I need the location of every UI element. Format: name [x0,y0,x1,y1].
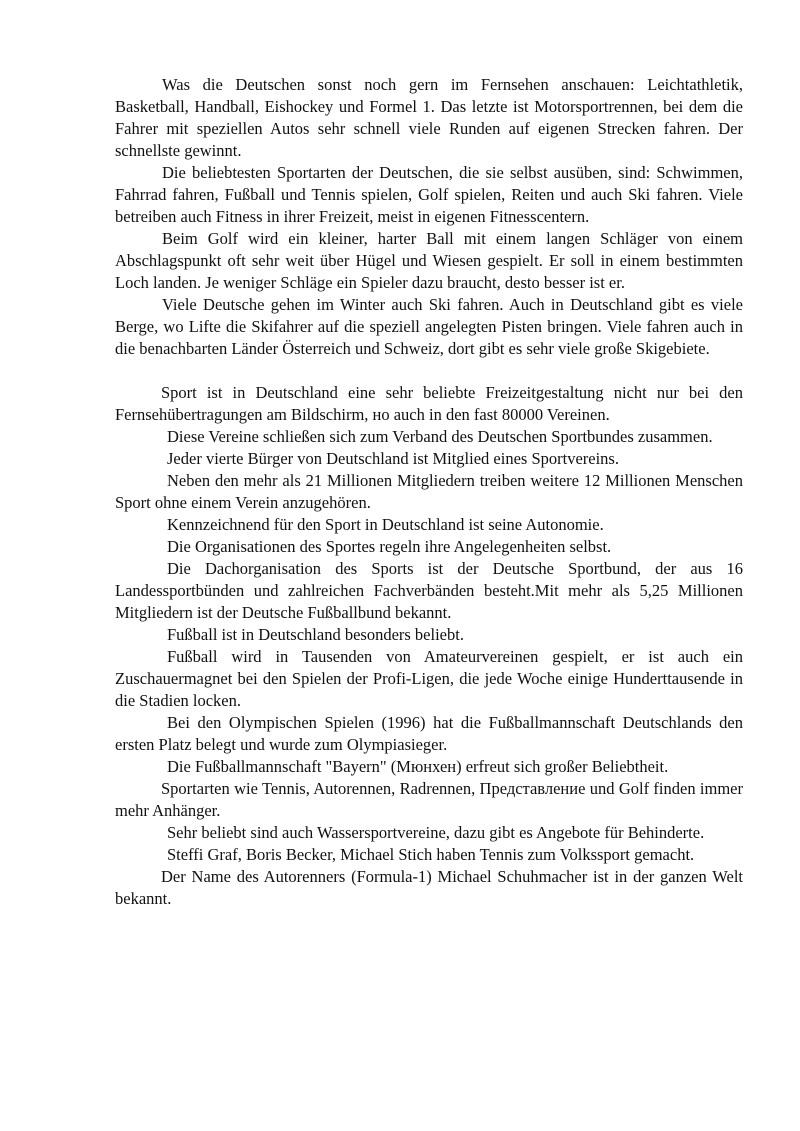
paragraph-autonomy: Kennzeichnend für den Sport in Deutschland ist seine Autonomie. [167,515,604,534]
paragraph-members-fourth: Jeder vierte Bürger von Deutschland ist Mitglied eines Sportvereins. [167,449,619,468]
paragraph-schumacher: Der Name des Autorenners (Formula-1) Michael Schuhmacher ist in der ganzen Welt bekannt. [115,867,743,908]
paragraph-spacer [115,360,743,382]
paragraph-clubs-union: Diese Vereine schließen sich zum Verband des Deutschen Sportbundes zusammen. [167,427,713,446]
paragraph-organisations: Die Organisationen des Sportes regeln ihre Angelegenheiten selbst. [167,537,612,556]
paragraph-olympics: Bei den Olympischen Spielen (1996) hat die Fußballmannschaft Deutschlands den ersten Platz belegt und wurde zum Olympiasieger. [115,713,743,754]
paragraph-popular-sports: Die beliebtesten Sportarten der Deutschen, die sie selbst ausüben, sind: Schwimmen, Fahrrad fahren, Fußball und Tennis spielen, Golf spielen, Reiten und auch Ski fahren. Viele betreiben auch Fitness in ihrer Freizeit, meist in eigenen Fitnesscentern. [115,163,743,226]
paragraph-football-popular: Fußball ist in Deutschland besonders beliebt. [167,625,464,644]
paragraph-skiing: Viele Deutsche gehen im Winter auch Ski fahren. Auch in Deutschland gibt es viele Berge, wo Lifte die Skifahrer auf die speziell angelegten Pisten bringen. Viele fahren auch in die benachbarten Länder Österreich und Schweiz, dort gibt es sehr viele große Skigebiete. [115,295,743,358]
paragraph-football-clubs: Fußball wird in Tausenden von Amateurvereinen gespielt, er ist auch ein Zuschauermagnet bei den Spielen der Profi-Ligen, die jede Woche einige Hunderttausende in die Stadien locken. [115,647,743,710]
paragraph-sport-leisure: Sport ist in Deutschland eine sehr beliebte Freizeitgestaltung nicht nur bei den Fernsehübertragungen am Bildschirm, но auch in den fast 80000 Vereinen. [115,383,743,424]
paragraph-umbrella-org: Die Dachorganisation des Sports ist der Deutsche Sportbund, der aus 16 Landessportbünden und zahlreichen Fachverbänden besteht.Mit mehr als 5,25 Millionen Mitgliedern ist der Deutsche Fußballbund bekannt. [115,559,743,622]
paragraph-golf: Beim Golf wird ein kleiner, harter Ball mit einem langen Schläger von einem Abschlagspunkt oft sehr weit über Hügel und Wiesen gespielt. Er soll in einem bestimmten Loch landen. Je weniger Schläge ein Spieler dazu braucht, desto besser ist er. [115,229,743,292]
paragraph-sport-types: Sportarten wie Tennis, Autorennen, Radrennen, Представление und Golf finden immer mehr Anhänger. [115,779,743,820]
paragraph-bayern: Die Fußballmannschaft "Bayern" (Мюнхен) erfreut sich großer Beliebtheit. [167,757,669,776]
paragraph-members-count: Neben den mehr als 21 Millionen Mitgliedern treiben weitere 12 Millionen Menschen Sport ohne einem Verein anzugehören. [115,471,743,512]
document-body [115,74,743,910]
paragraph-water-sports: Sehr beliebt sind auch Wassersportvereine, dazu gibt es Angebote für Behinderte. [167,823,705,842]
paragraph-tv-sports: Was die Deutschen sonst noch gern im Fernsehen anschauen: Leichtathletik, Basketball, Handball, Eishockey und Formel 1. Das letzte ist Motorsportrennen, bei dem die Fahrer mit speziellen Autos sehr schnell viele Runden auf eigenen Strecken fahren. Der schnellste gewinnt. [115,75,743,160]
paragraph-tennis-stars: Steffi Graf, Boris Becker, Michael Stich haben Tennis zum Volkssport gemacht. [167,845,695,864]
